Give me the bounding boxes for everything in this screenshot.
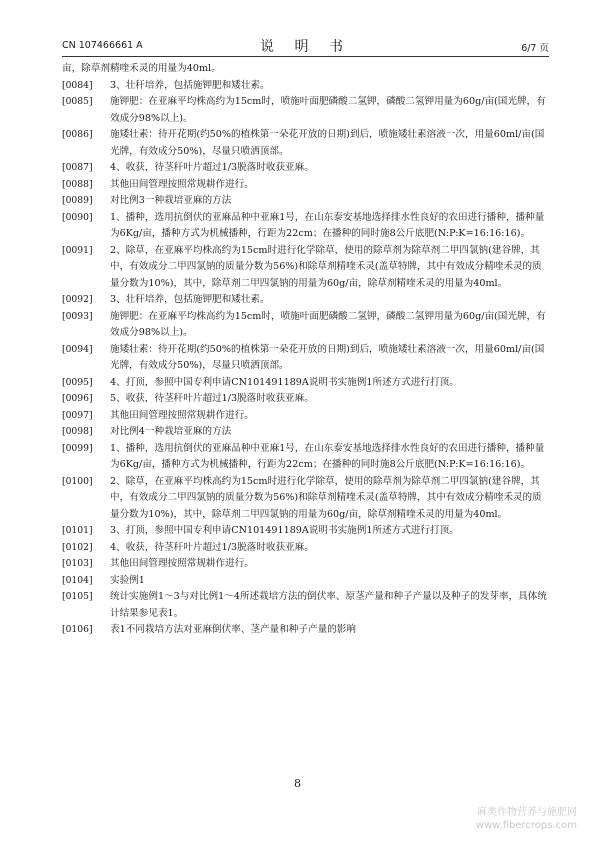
paragraph-number: [0088] xyxy=(62,178,93,190)
paragraph-number: [0103] xyxy=(62,558,93,569)
paragraph xyxy=(62,556,549,573)
paragraph-text: 施矮壮素：待开花期(约50%的植株第一朵花开放的日期)到后，喷施矮壮素溶液一次，用量60ml/亩(国光牌，有效成分50%)，尽量只喷洒顶部。 xyxy=(110,129,545,157)
paragraph-text: 其他田间管理按照常规耕作进行。 xyxy=(110,409,254,421)
paragraph-number: [0093] xyxy=(62,310,93,322)
paragraph xyxy=(62,342,549,375)
paragraph-text: 4、打顶，参照中国专利申请CN101491189A说明书实施例1所述方式进行打顶。 xyxy=(110,376,459,388)
paragraph-text: 2、除草，在亚麻平均株高约为15cm时进行化学除草，使用的除草剂为除草剂二甲四氯钠(建谷牌，其中，有效成分二甲四氯钠的质量分数为56%)和除草剂精喹禾灵(盖草特牌，其中有效成分精喹禾灵的质量分数为10%)，其中，除草剂二甲四氯钠的用量为60g/亩，除草剂精喹禾灵的用量为40ml。 xyxy=(110,475,542,520)
paragraph-number: [0099] xyxy=(62,442,93,454)
paragraph-number: [0095] xyxy=(62,376,93,388)
paragraph xyxy=(62,177,549,194)
paragraph-number: [0098] xyxy=(62,426,93,437)
paragraph-number: [0092] xyxy=(62,294,93,305)
watermark-url: www.fibercrops.com xyxy=(475,820,577,831)
header-title: 说 明 书 xyxy=(260,39,351,55)
paragraph xyxy=(62,408,549,425)
paragraph xyxy=(62,243,549,293)
paragraph xyxy=(62,210,549,243)
paragraph xyxy=(62,78,549,95)
page-header xyxy=(62,36,549,54)
paragraph-number: [0094] xyxy=(62,343,93,355)
paragraph xyxy=(62,160,549,177)
page-number: 8 xyxy=(294,777,301,790)
paragraph-text: 实验例1 xyxy=(110,574,145,586)
paragraph-number: [0100] xyxy=(62,475,93,487)
paragraph-number: [0084] xyxy=(62,79,93,91)
paragraph xyxy=(62,375,549,392)
paragraph-text: 其他田间管理按照常规耕作进行。 xyxy=(110,178,254,190)
paragraph xyxy=(62,391,549,408)
paragraph-number: [0102] xyxy=(62,541,93,553)
paragraph-text: 4、收获，待茎秆叶片超过1/3脱落时收获亚麻。 xyxy=(110,541,314,553)
paragraph xyxy=(62,474,549,524)
watermark xyxy=(476,806,577,832)
paragraph-text: 4、收获，待茎秆叶片超过1/3脱落时收获亚麻。 xyxy=(110,162,314,173)
paragraph-text: 3、打顶，参照中国专利申请CN101491189A说明书实施例1所述方式进行打顶。 xyxy=(110,525,459,536)
paragraph-text: 施矮壮素：待开花期(约50%的植株第一朵花开放的日期)到后，喷施矮壮素溶液一次，用量60ml/亩(国光牌，有效成分50%)，尽量只喷洒顶部。 xyxy=(110,343,545,371)
paragraph-list xyxy=(62,78,549,639)
paragraph-text: 统计实施例1～3与对比例1～4所述栽培方法的倒伏率、原茎产量和种子产量以及种子的发芽率，具体统计结果参见表1。 xyxy=(110,591,547,619)
paragraph-number: [0085] xyxy=(62,96,93,107)
paragraph-text: 对比例3一种栽培亚麻的方法 xyxy=(110,195,232,206)
paragraph-text: 其他田间管理按照常规耕作进行。 xyxy=(110,558,254,569)
paragraph-number: [0087] xyxy=(62,162,93,173)
paragraph xyxy=(62,573,549,590)
paragraph-number: [0089] xyxy=(62,195,93,206)
watermark-title: 麻类作物营养与施肥网 xyxy=(477,807,577,818)
paragraph-text: 施钾肥：在亚麻平均株高约为15cm时，喷施叶面肥磷酸二氢钾，磷酸二氢钾用量为60g/亩(国光牌，有效成分98%以上)。 xyxy=(110,310,546,338)
paragraph-text: 2、除草，在亚麻平均株高约为15cm时进行化学除草，使用的除草剂为除草剂二甲四氯钠(建谷牌，其中，有效成分二甲四氯钠的质量分数为56%)和除草剂精喹禾灵(盖草特牌，其中有效成分精喹禾灵的质量分数为10%)，其中，除草剂二甲四氯钠的用量为60g/亩，除草剂精喹禾灵的用量为40ml。 xyxy=(110,244,542,289)
paragraph-text: 1、播种，选用抗倒伏的亚麻品种中亚麻1号，在山东泰安基地选择排水性良好的农田进行播种，播种量为6Kg/亩，播种方式为机械播种，行距为22cm；在播种的同时施8公斤底肥(N:P:K=16:16:16)。 xyxy=(110,211,545,239)
paragraph-text: 5、收获，待茎秆叶片超过1/3脱落时收获亚麻。 xyxy=(110,393,314,404)
paragraph xyxy=(62,424,549,441)
paragraph xyxy=(62,309,549,342)
paragraph xyxy=(62,292,549,309)
paragraph-number: [0091] xyxy=(62,244,93,256)
paragraph xyxy=(62,193,549,210)
paragraph-text: 1、播种，选用抗倒伏的亚麻品种中亚麻1号，在山东泰安基地选择排水性良好的农田进行播种，播种量为6Kg/亩，播种方式为机械播种，行距为22cm；在播种的同时施8公斤底肥(N:P:K=16:16:16)。 xyxy=(110,442,545,470)
paragraph-number: [0104] xyxy=(62,574,93,586)
page-reference: 6/7 页 xyxy=(521,43,549,54)
header-divider xyxy=(62,56,549,57)
paragraph xyxy=(62,94,549,127)
paragraph-text: 施钾肥：在亚麻平均株高约为15cm时，喷施叶面肥磷酸二氢钾，磷酸二氢钾用量为60g/亩(国光牌，有效成分98%以上)。 xyxy=(110,96,546,124)
paragraph-number: [0101] xyxy=(62,525,93,536)
paragraph-text: 3、壮秆培养，包括施钾肥和矮壮素。 xyxy=(110,294,270,305)
paragraph-number: [0097] xyxy=(62,409,93,421)
paragraph-number: [0106] xyxy=(62,624,93,635)
paragraph xyxy=(62,523,549,540)
document-id: CN 107466661 A xyxy=(62,40,143,51)
paragraph-number: [0096] xyxy=(62,393,93,404)
paragraph xyxy=(62,589,549,622)
paragraph-text: 3、壮秆培养，包括施钾肥和矮壮素。 xyxy=(110,79,270,91)
paragraph-text: 表1不同栽培方法对亚麻倒伏率、茎产量和种子产量的影响 xyxy=(110,624,356,635)
paragraph xyxy=(62,622,549,639)
document-body xyxy=(62,61,549,639)
paragraph xyxy=(62,540,549,557)
paragraph-number: [0086] xyxy=(62,129,93,140)
paragraph-number: [0105] xyxy=(62,591,93,602)
paragraph-text: 对比例4一种栽培亚麻的方法 xyxy=(110,426,232,437)
paragraph xyxy=(62,441,549,474)
paragraph xyxy=(62,127,549,160)
paragraph-number: [0090] xyxy=(62,211,93,223)
continued-text: 亩，除草剂精喹禾灵的用量为40ml。 xyxy=(62,63,221,74)
